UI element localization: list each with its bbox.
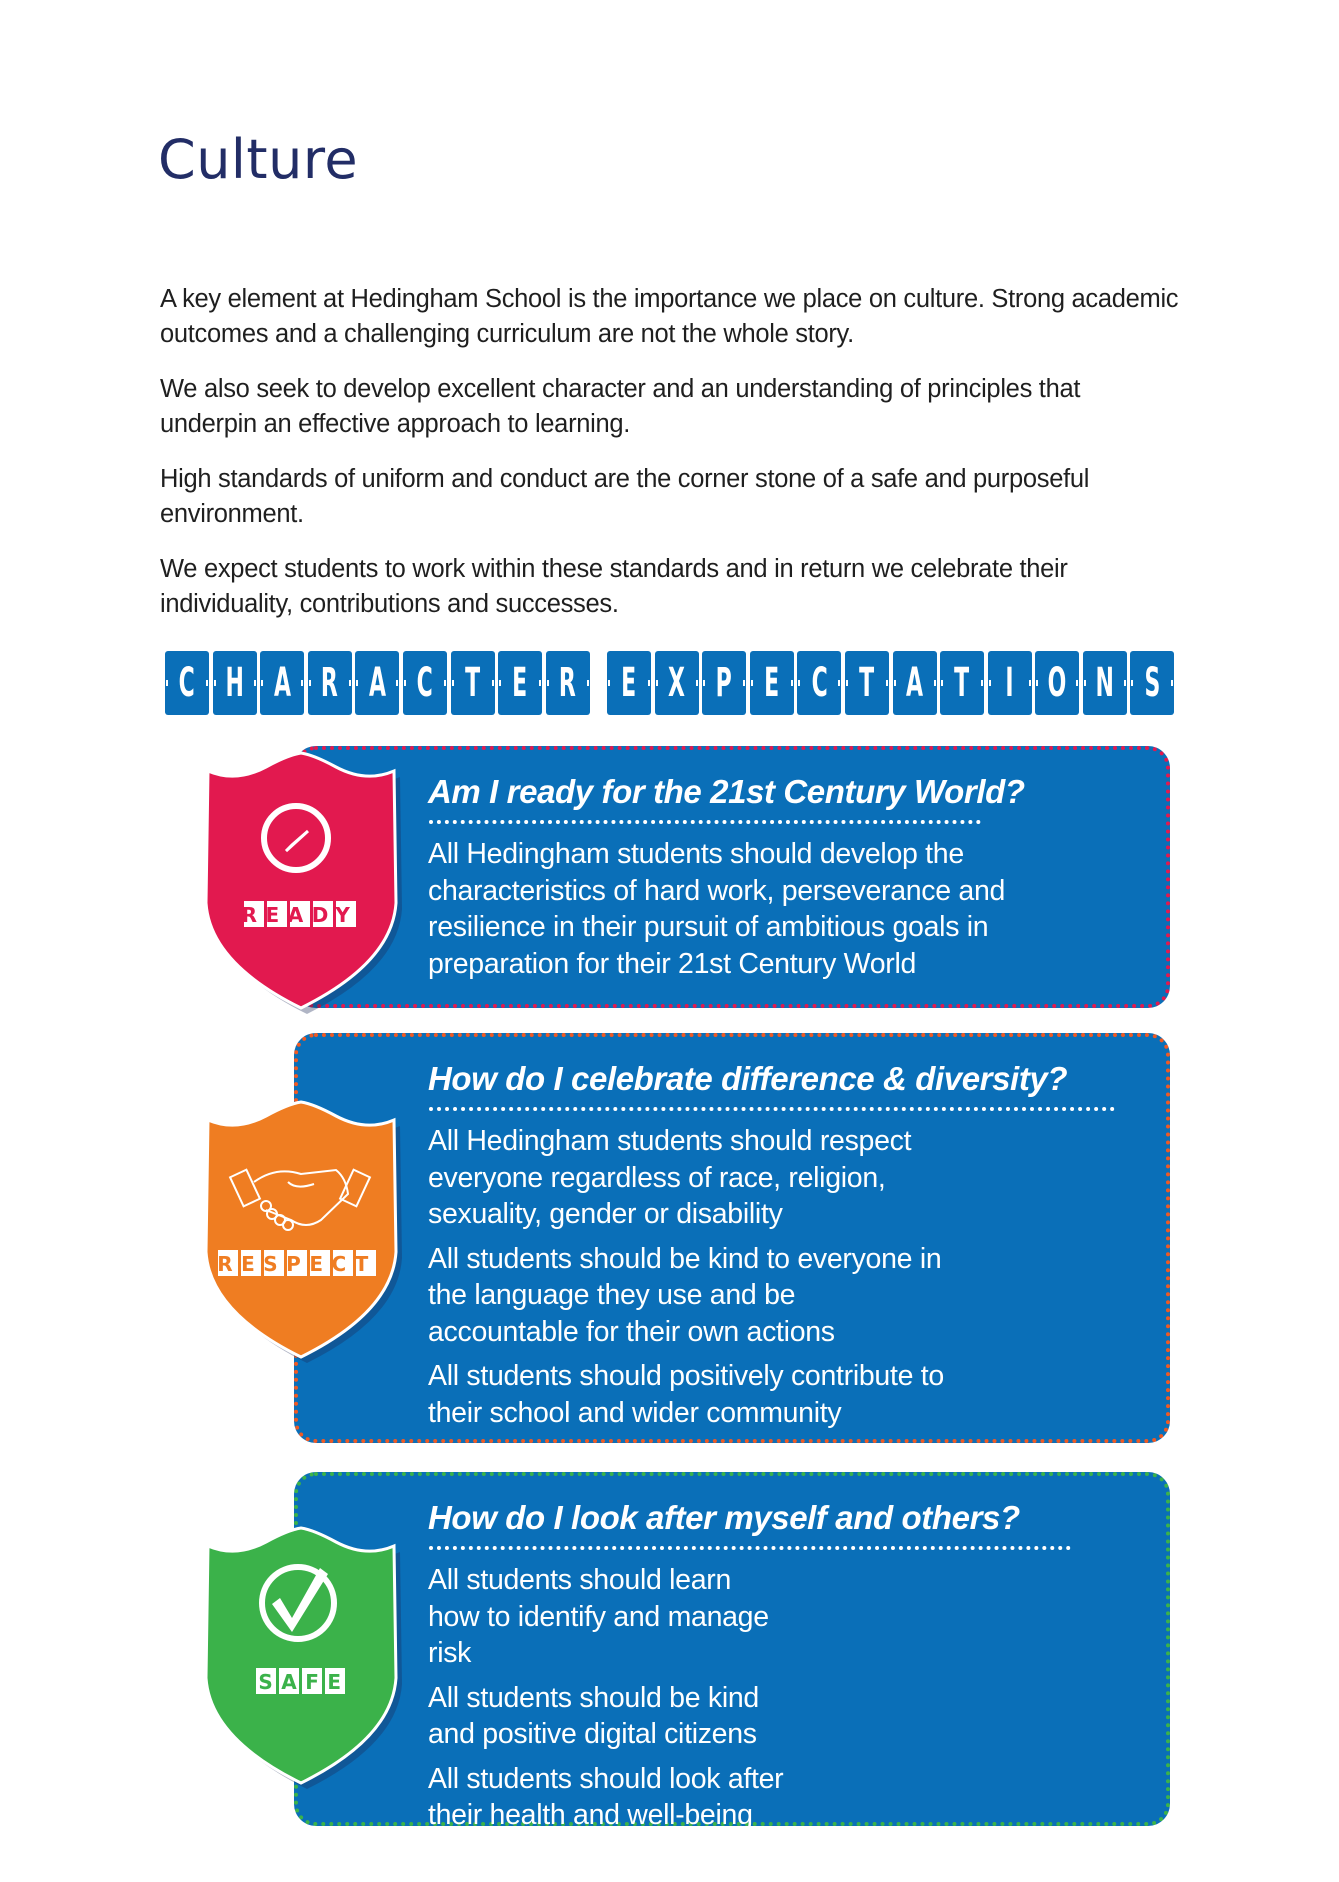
statement: All students should be kind and positive digital citizens [428, 1681, 759, 1750]
intro-text [160, 282, 1180, 642]
safe-badge [196, 1528, 406, 1783]
banner-letter-tile [260, 651, 304, 715]
banner-letter: A [368, 660, 386, 706]
intro-paragraph: We also seek to develop excellent character and an understanding of principles that underpin an effective approach to learning. [160, 375, 1081, 438]
banner-letter: A [273, 660, 291, 706]
safe-badge-label [256, 1668, 350, 1694]
ready-question: Am I ready for the 21st Century World? [428, 773, 1025, 810]
banner-letter: I [1005, 660, 1014, 706]
intro-paragraph: High standards of uniform and conduct are the corner stone of a safe and purposeful environment. [160, 465, 1090, 528]
banner-letter-tile [655, 651, 699, 715]
banner-letter: E [512, 660, 528, 706]
page-title: Culture [158, 128, 359, 191]
respect-statements [428, 1123, 946, 1439]
banner-letter-tile [607, 651, 651, 715]
banner-letter: S [1144, 660, 1161, 706]
statement: All students should be kind to everyone in the language they use and be accountable for their own actions [428, 1242, 942, 1348]
statement: All students should learn how to identify and manage risk [428, 1564, 769, 1669]
statement: All Hedingham students should respect everyone regardless of race, religion, sexuality, gender or disability [428, 1125, 912, 1230]
banner-letter: C [178, 660, 196, 706]
banner-letter: H [225, 660, 244, 706]
intro-paragraph: We expect students to work within these standards and in return we celebrate their individuality, contributions and successes. [160, 555, 1068, 618]
dotted-underline [429, 820, 981, 824]
banner-letter: E [621, 660, 637, 706]
banner-space [593, 651, 603, 715]
banner-letter-tile [308, 651, 352, 715]
banner-letter: X [668, 660, 686, 706]
statement: All Hedingham students should develop the characteristics of hard work, perseverance and resilience in their pursuit of ambitious goals in preparation for their 21st Century World [428, 838, 1006, 980]
banner-letter: N [1095, 660, 1115, 706]
banner-letter-tile [546, 651, 590, 715]
banner-letter: O [1047, 660, 1067, 706]
dotted-underline [429, 1546, 1071, 1550]
respect-question: How do I celebrate difference & diversity? [428, 1060, 1068, 1097]
banner-letter-tile [403, 651, 447, 715]
respect-badge-label [217, 1250, 377, 1276]
banner-letter: E [764, 660, 780, 706]
svg-text:SAFE: SAFE [258, 1670, 350, 1694]
banner-letter-tile [165, 651, 209, 715]
banner-letter: R [321, 660, 339, 706]
respect-badge [196, 1102, 406, 1357]
banner-letter-tile [1130, 651, 1174, 715]
statement: All students should look after their health and well-being [428, 1762, 784, 1831]
banner-letter-tile [702, 651, 746, 715]
svg-text:READY: READY [241, 903, 359, 927]
banner-letter-tile [893, 651, 937, 715]
statement: All students should positively contribute to their school and wider community [428, 1360, 944, 1429]
safe-statements [428, 1562, 786, 1842]
intro-paragraph: A key element at Hedingham School is the importance we place on culture. Strong academic outcomes and a challenging curriculum are not the whole story. [160, 285, 1179, 348]
banner-letter-tile [1083, 651, 1127, 715]
ready-card [294, 746, 1170, 1008]
banner-letter-tile [845, 651, 889, 715]
banner-letter: T [954, 660, 970, 706]
ready-statements [428, 836, 1126, 990]
banner-letter: P [716, 660, 733, 706]
banner-letter-tile [1035, 651, 1079, 715]
svg-text:RESPECT: RESPECT [217, 1252, 377, 1276]
banner-letter: T [859, 660, 875, 706]
banner-letter-tile [451, 651, 495, 715]
character-expectations-banner [165, 651, 1178, 723]
banner-letter: R [559, 660, 577, 706]
banner-letter-tile [750, 651, 794, 715]
banner-letter-tile [797, 651, 841, 715]
safe-question: How do I look after myself and others? [428, 1499, 1020, 1536]
banner-letter: C [416, 660, 434, 706]
banner-letter: A [905, 660, 924, 706]
banner-letter-tile [355, 651, 399, 715]
safe-card [294, 1472, 1170, 1831]
banner-letter-tile [498, 651, 542, 715]
banner-letter-tile [213, 651, 257, 715]
dotted-underline [429, 1107, 1115, 1111]
ready-badge-label [242, 901, 359, 927]
ready-badge [196, 753, 406, 1008]
respect-card [294, 1033, 1170, 1443]
banner-letter-tile [940, 651, 984, 715]
banner-letter: C [811, 660, 828, 706]
banner-letter-tile [988, 651, 1032, 715]
banner-letter: T [465, 660, 481, 706]
